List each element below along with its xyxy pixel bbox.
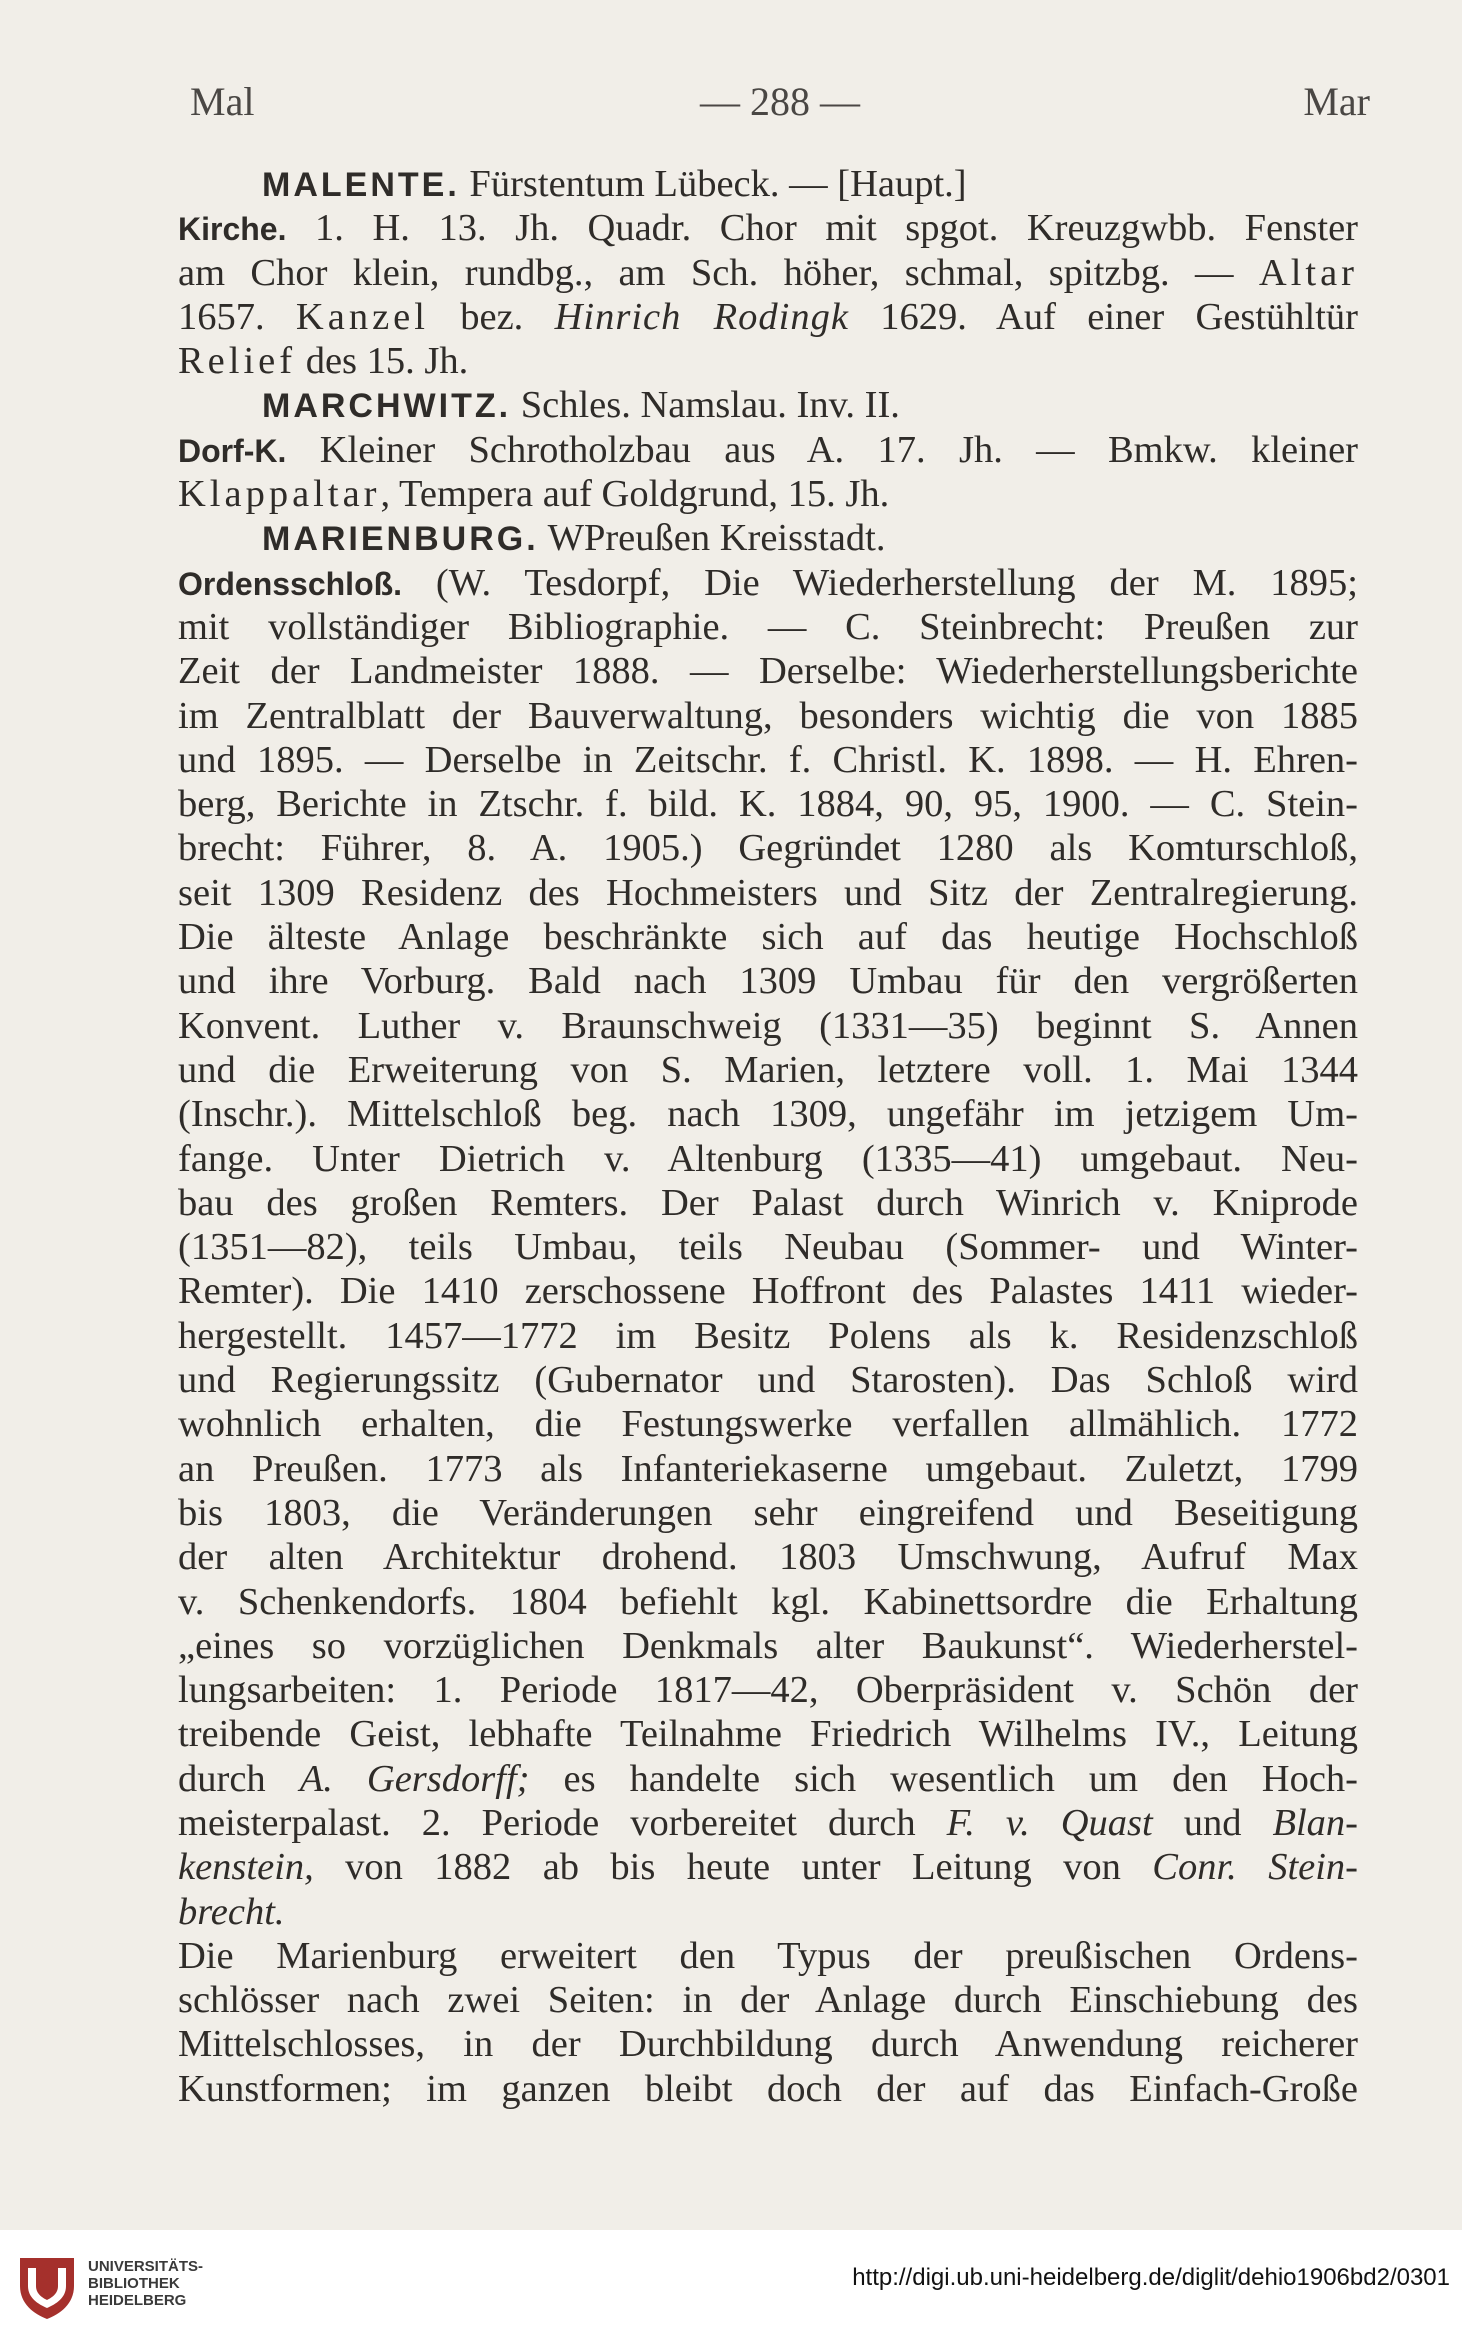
text-line: „eines so vorzüglichen Denkmals alter Baukunst“. Wiederherstel- — [178, 1624, 1358, 1667]
library-footer — [0, 2230, 1462, 2339]
text-line: MARIENBURG. WPreußen Kreisstadt. — [262, 517, 886, 560]
page-body — [178, 162, 1358, 2111]
running-head-left: Mal — [190, 79, 255, 124]
text-line: Die älteste Anlage beschränkte sich auf das heutige Hochschloß — [178, 916, 1358, 959]
library-name: UNIVERSITÄTS- BIBLIOTHEK HEIDELBERG — [88, 2258, 204, 2309]
text-line: Klappaltar, Tempera auf Goldgrund, 15. Jh. — [178, 473, 890, 516]
text-line: und 1895. — Derselbe in Zeitschr. f. Christl. K. 1898. — H. Ehren- — [178, 738, 1358, 781]
text-line: brecht. — [178, 1890, 285, 1933]
text-line: schlösser nach zwei Seiten: in der Anlage durch Einschiebung des — [178, 1979, 1358, 2022]
text-line: Remter). Die 1410 zerschossene Hoffront des Palastes 1411 wieder- — [178, 1270, 1358, 1313]
text-line: durch A. Gersdorff; es handelte sich wesentlich um den Hoch- — [178, 1757, 1358, 1800]
text-line: kenstein, von 1882 ab bis heute unter Leitung von Conr. Stein- — [178, 1846, 1358, 1889]
text-line: v. Schenkendorfs. 1804 befiehlt kgl. Kabinettsordre die Erhaltung — [178, 1580, 1358, 1623]
text-line: Relief des 15. Jh. — [178, 340, 469, 383]
text-line: lungsarbeiten: 1. Periode 1817—42, Oberpräsident v. Schön der — [178, 1669, 1358, 1712]
text-line: (1351—82), teils Umbau, teils Neubau (Sommer- und Winter- — [178, 1226, 1358, 1269]
text-line: MALENTE. Fürstentum Lübeck. — [Haupt.] — [262, 163, 967, 205]
text-line: und Regierungssitz (Gubernator und Starosten). Das Schloß wird — [178, 1359, 1358, 1402]
text-line: und ihre Vorburg. Bald nach 1309 Umbau für den vergrößerten — [178, 960, 1358, 1003]
text-line: treibende Geist, lebhafte Teilnahme Friedrich Wilhelms IV., Leitung — [178, 1713, 1358, 1756]
text-line: bau des großen Remters. Der Palast durch Winrich v. Kniprode — [178, 1181, 1358, 1224]
text-line: wohnlich erhalten, die Festungswerke verfallen allmählich. 1772 — [178, 1403, 1358, 1446]
text-line: MARCHWITZ. Schles. Namslau. Inv. II. — [262, 384, 900, 427]
text-line: bis 1803, die Veränderungen sehr eingreifend und Beseitigung — [178, 1491, 1358, 1534]
text-line: der alten Architektur drohend. 1803 Umschwung, Aufruf Max — [178, 1536, 1358, 1579]
text-line: Zeit der Landmeister 1888. — Derselbe: Wiederherstellungsberichte — [178, 650, 1358, 693]
text-line: seit 1309 Residenz des Hochmeisters und Sitz der Zentralregierung. — [178, 871, 1358, 914]
running-head — [190, 78, 1370, 130]
text-line: Die Marienburg erweitert den Typus der preußischen Ordens- — [178, 1934, 1358, 1977]
running-head-right: Mar — [1303, 79, 1370, 124]
text-line: Konvent. Luther v. Braunschweig (1331—35) beginnt S. Annen — [178, 1004, 1358, 1047]
subheading-dorf-k: Dorf-K. — [178, 432, 287, 469]
text-line: fange. Unter Dietrich v. Altenburg (1335—41) umgebaut. Neu- — [178, 1137, 1358, 1180]
text-line: hergestellt. 1457—1772 im Besitz Polens als k. Residenzschloß — [178, 1314, 1358, 1357]
university-library-logo-icon — [12, 2252, 82, 2322]
text-line: im Zentralblatt der Bauverwaltung, besonders wichtig die von 1885 — [178, 694, 1358, 737]
text-line: berg, Berichte in Ztschr. f. bild. K. 1884, 90, 95, 1900. — C. Stein- — [178, 783, 1358, 826]
text-line: mit vollständiger Bibliographie. — C. Steinbrecht: Preußen zur — [178, 605, 1358, 648]
text-line: meisterpalast. 2. Periode vorbereitet durch F. v. Quast und Blan- — [178, 1801, 1358, 1844]
page-number: — 288 — — [700, 79, 860, 124]
entry-heading-malente: MALENTE. — [262, 166, 460, 204]
entry-heading-marchwitz: MARCHWITZ. — [262, 387, 512, 426]
text-line: 1657. Kanzel bez. Hinrich Rodingk 1629. Auf einer Gestühltür — [178, 295, 1358, 338]
permalink-url[interactable]: http://digi.ub.uni-heidelberg.de/diglit/dehio1906bd2/0301 — [852, 2264, 1450, 2291]
subheading-ordensschloss: Ordensschloß. — [178, 565, 403, 602]
text-line: brecht: Führer, 8. A. 1905.) Gegründet 1280 als Komturschloß, — [178, 827, 1358, 870]
text-line: Kunstformen; im ganzen bleibt doch der auf das Einfach-Große — [178, 2067, 1358, 2110]
text-line: Kirche. 1. H. 13. Jh. Quadr. Chor mit spgot. Kreuzgwbb. Fenster — [178, 207, 1358, 250]
text-line: und die Erweiterung von S. Marien, letztere voll. 1. Mai 1344 — [178, 1048, 1358, 1091]
entry-heading-marienburg: MARIENBURG. — [262, 520, 539, 559]
text-line: am Chor klein, rundbg., am Sch. höher, schmal, spitzbg. — Altar — [178, 251, 1358, 294]
text-line: Dorf-K. Kleiner Schrotholzbau aus A. 17. Jh. — Bmkw. kleiner — [178, 428, 1358, 471]
subheading-kirche: Kirche. — [178, 211, 287, 248]
text-line: (Inschr.). Mittelschloß beg. nach 1309, ungefähr im jetzigem Um- — [178, 1093, 1358, 1136]
text-line: an Preußen. 1773 als Infanteriekaserne umgebaut. Zuletzt, 1799 — [178, 1447, 1358, 1490]
text-line: Mittelschlosses, in der Durchbildung durch Anwendung reicherer — [178, 2023, 1358, 2066]
text-line: Ordensschloß. (W. Tesdorpf, Die Wiederherstellung der M. 1895; — [178, 561, 1358, 604]
